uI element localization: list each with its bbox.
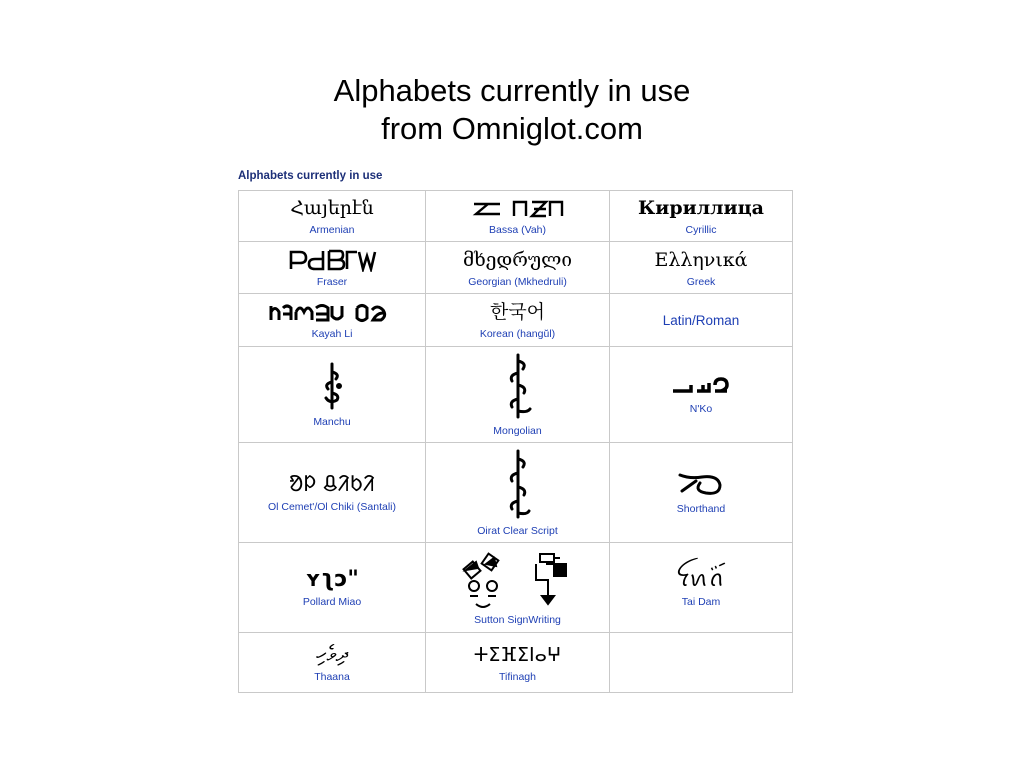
- cell-sutton[interactable]: [426, 543, 610, 633]
- bassa-script-icon: [470, 196, 566, 220]
- manchu-script-icon: [320, 362, 344, 412]
- cell-pollard-miao[interactable]: [239, 543, 426, 633]
- cell-empty: [610, 633, 793, 693]
- armenian-sample: Հայերէն: [290, 197, 374, 219]
- cyrillic-link[interactable]: Cyrillic: [685, 224, 717, 236]
- table-row: [239, 443, 793, 543]
- cell-fraser[interactable]: [239, 242, 426, 294]
- cell-georgian[interactable]: [426, 242, 610, 294]
- slide-title: [0, 72, 1024, 148]
- greek-sample: Ελληνικά: [654, 248, 748, 271]
- table-row: [239, 191, 793, 242]
- tifinagh-sample: ⵜⵉⴼⵉⵏⴰⵖ: [473, 643, 562, 666]
- tai-dam-link[interactable]: Tai Dam: [681, 595, 721, 608]
- sutton-signwriting-icon: [458, 550, 578, 610]
- cell-tifinagh[interactable]: [426, 633, 610, 693]
- fraser-link[interactable]: Fraser: [316, 275, 348, 288]
- cyrillic-sample: Кириллица: [638, 197, 764, 219]
- cell-korean[interactable]: [426, 294, 610, 347]
- shorthand-script-icon: [676, 471, 726, 499]
- mongolian-link[interactable]: Mongolian: [493, 424, 542, 437]
- cell-manchu[interactable]: [239, 347, 426, 443]
- ol-chiki-sample: ᱚᱞ ᱪᱤᱠᱤ: [289, 471, 375, 497]
- alphabet-table: [238, 190, 793, 693]
- kayah-li-link[interactable]: Kayah Li: [311, 328, 353, 340]
- table-row: [239, 294, 793, 347]
- section-heading: Alphabets currently in use: [238, 170, 383, 182]
- armenian-link[interactable]: Armenian: [309, 224, 355, 236]
- pollard-miao-sample: ʏʅɔ": [305, 566, 359, 592]
- thaana-sample: ދިވެހި: [316, 641, 348, 667]
- kayah-li-script-icon: [267, 300, 397, 324]
- shorthand-link[interactable]: Shorthand: [676, 502, 726, 515]
- table-row: [239, 543, 793, 633]
- pollard-miao-link[interactable]: Pollard Miao: [302, 595, 362, 608]
- greek-link[interactable]: Greek: [686, 275, 716, 288]
- table-row: [239, 633, 793, 693]
- cell-latin-roman[interactable]: [610, 294, 793, 347]
- manchu-link[interactable]: Manchu: [313, 415, 351, 428]
- tai-dam-sample: ꪼꪕꪒꪾ: [676, 566, 726, 592]
- georgian-link[interactable]: Georgian (Mkhedruli): [468, 275, 567, 288]
- cell-nko[interactable]: [610, 347, 793, 443]
- cell-greek[interactable]: [610, 242, 793, 294]
- sutton-signwriting-link[interactable]: Sutton SignWriting: [474, 613, 561, 626]
- cell-tai-dam[interactable]: [610, 543, 793, 633]
- cell-cyrillic[interactable]: [610, 191, 793, 242]
- thaana-link[interactable]: Thaana: [314, 670, 350, 683]
- korean-link[interactable]: Korean (hangŭl): [479, 328, 556, 340]
- oirat-link[interactable]: Oirat Clear Script: [477, 524, 558, 537]
- cell-bassa[interactable]: [426, 191, 610, 242]
- slide-title-line-2: from Omniglot.com: [381, 111, 643, 146]
- cell-armenian[interactable]: [239, 191, 426, 242]
- tifinagh-link[interactable]: Tifinagh: [499, 670, 536, 683]
- nko-link[interactable]: N'Ko: [689, 402, 713, 415]
- ol-chiki-link[interactable]: Ol Cemet'/Ol Chiki (Santali): [267, 500, 397, 513]
- latin-roman-link[interactable]: Latin/Roman: [662, 312, 740, 328]
- slide-title-line-1: Alphabets currently in use: [333, 73, 691, 108]
- bassa-link[interactable]: Bassa (Vah): [489, 224, 546, 236]
- mongolian-script-icon: [503, 353, 533, 421]
- cell-mongolian[interactable]: [426, 347, 610, 443]
- nko-script-icon: [669, 375, 733, 399]
- cell-ol-chiki[interactable]: [239, 443, 426, 543]
- georgian-sample: მხედრული: [462, 248, 573, 271]
- table-row: [239, 242, 793, 294]
- cell-kayah-li[interactable]: [239, 294, 426, 347]
- cell-oirat[interactable]: [426, 443, 610, 543]
- cell-shorthand[interactable]: [610, 443, 793, 543]
- oirat-script-icon: [503, 449, 533, 521]
- korean-sample: 한국어: [489, 301, 546, 323]
- table-row: [239, 347, 793, 443]
- fraser-script-icon: [287, 248, 377, 272]
- cell-thaana[interactable]: [239, 633, 426, 693]
